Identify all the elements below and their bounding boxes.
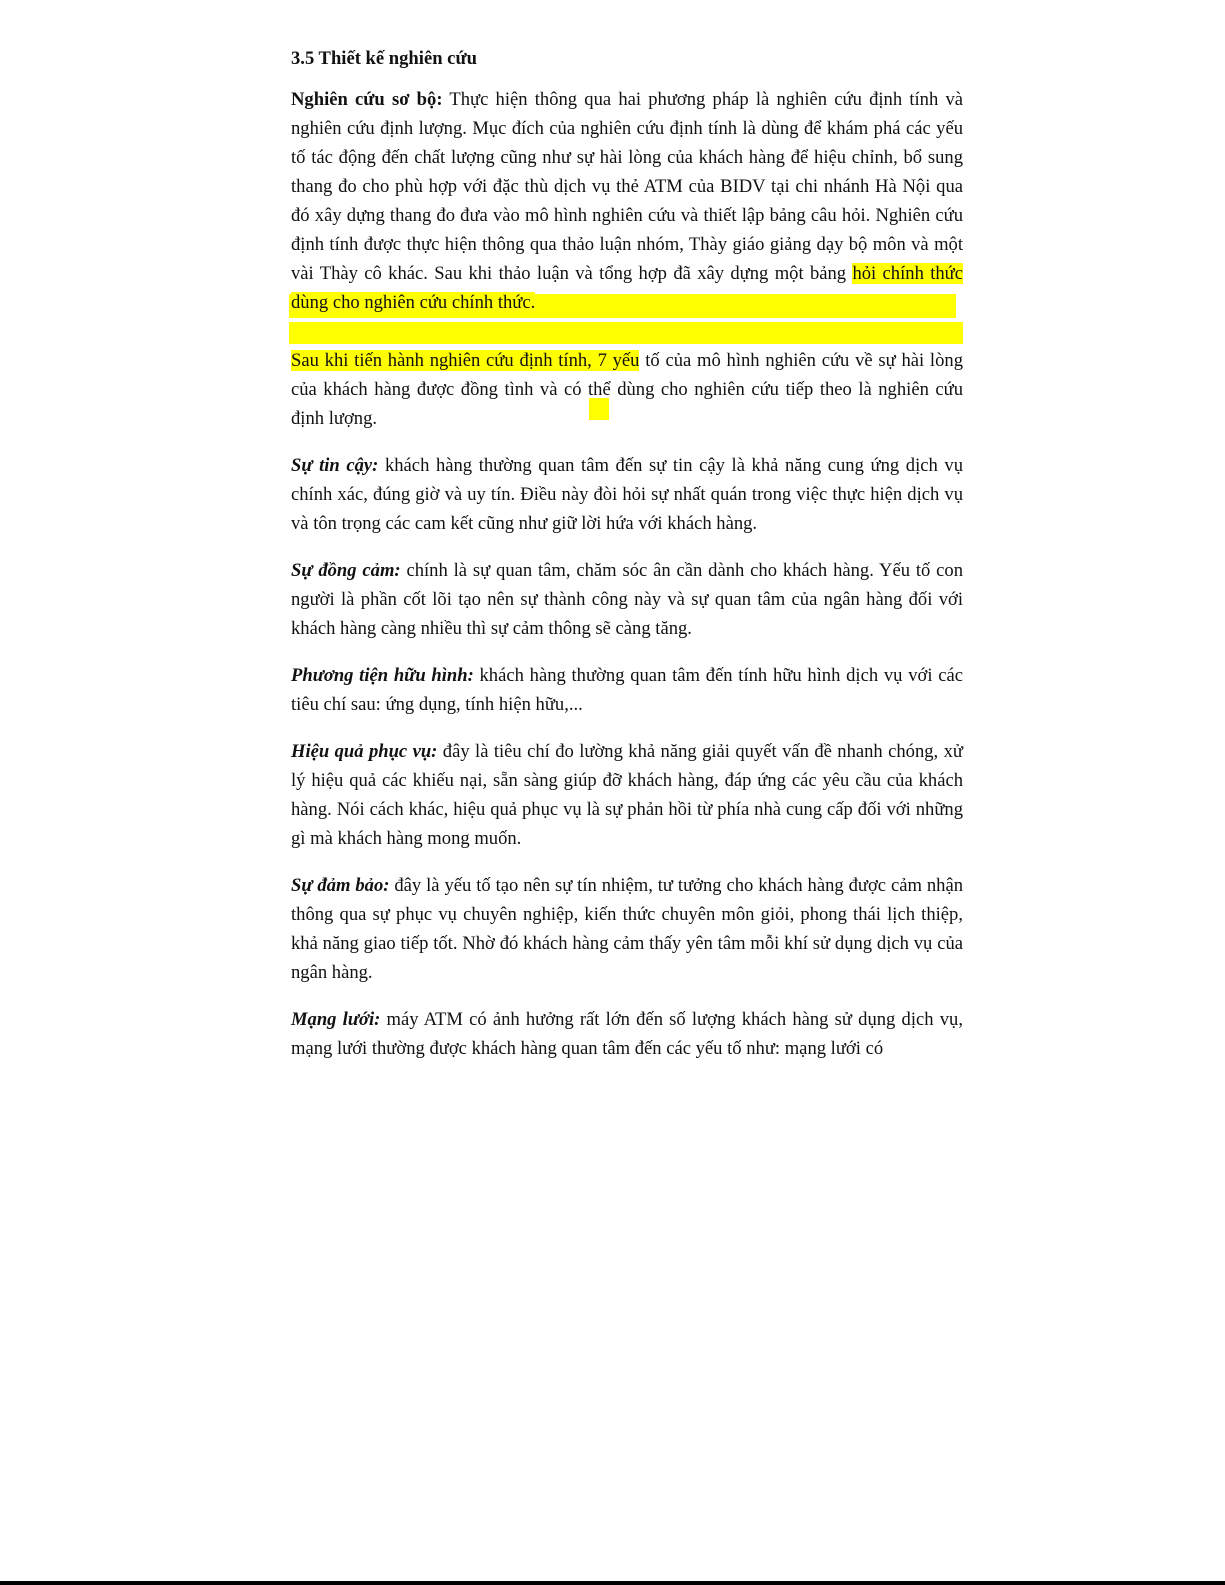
term-reliability: Sự tin cậy: [291,455,379,476]
paragraph-preliminary-research [291,85,963,317]
highlighted-text: hỏi chính thức dùng cho nghiên cứu chính thức. [291,263,963,313]
term-tangibles: Phương tiện hữu hình: [291,665,474,686]
paragraph-text: tố của mô hình nghiên cứu về sự hài lòng của khách hàng được đồng tình và có thể dùng cho nghiên cứu tiếp theo là nghiên cứu định lượng. [291,350,963,429]
paragraph-reliability [291,451,963,538]
term-network: Mạng lưới: [291,1009,381,1030]
paragraph-text: chính là sự quan tâm, chăm sóc ân cần dành cho khách hàng. Yếu tố con người là phần cốt lõi tạo nên sự thành công này và sự quan tâm của ngân hàng đối với khách hàng càng nhiều thì sự cảm thông sẽ càng tăng. [291,560,963,639]
paragraph-qualitative-result [291,346,963,433]
section-title: 3.5 Thiết kế nghiên cứu [291,48,477,69]
paragraph-text: Thực hiện thông qua hai phương pháp là nghiên cứu định tính và nghiên cứu định lượng. Mục đích của nghiên cứu định tính là dùng để khám phá các yếu tố tác động đến chất lượng cũng như sự hài lòng của khách hàng để hiệu chỉnh, bổ sung thang đo cho phù hợp với đặc thù dịch vụ thẻ ATM của BIDV tại chi nhánh Hà Nội qua đó xây dựng thang đo đưa vào mô hình nghiên cứu và thiết lập bảng câu hỏi. Nghiên cứu định tính được thực hiện thông qua thảo luận nhóm, Thày giáo giảng dạy bộ môn và một vài Thày cô khác. Sau khi thảo luận và tổng hợp đã xây dựng một bảng [291,89,963,284]
paragraph-text: khách hàng thường quan tâm đến sự tin cậy là khả năng cung ứng dịch vụ chính xác, đúng giờ và uy tín. Điều này đòi hỏi sự nhất quán trong việc thực hiện dịch vụ và tôn trọng các cam kết cũng như giữ lời hứa với khách hàng. [291,455,963,534]
document-body [291,44,963,1081]
paragraph-text: khách hàng thường quan tâm đến tính hữu hình dịch vụ với các tiêu chí sau: ứng dụng, tính hiện hữu,... [291,665,963,715]
paragraph-network [291,1005,963,1063]
paragraph-tangibles [291,661,963,719]
term-service-efficiency: Hiệu quả phục vụ: [291,741,438,762]
term-empathy: Sự đồng cảm: [291,560,401,581]
paragraph-empathy [291,556,963,643]
term-preliminary-research: Nghiên cứu sơ bộ: [291,89,443,110]
paragraph-service-efficiency [291,737,963,853]
term-assurance: Sự đảm bảo: [291,875,390,896]
paragraph-text: đây là tiêu chí đo lường khả năng giải quyết vấn đề nhanh chóng, xử lý hiệu quả các khiếu nại, sẵn sàng giúp đỡ khách hàng, đáp ứng các yêu cầu của khách hàng. Nói cách khác, hiệu quả phục vụ là sự phản hồi từ phía nhà cung cấp đối với những gì mà khách hàng mong muốn. [291,741,963,849]
paragraph-text: máy ATM có ảnh hưởng rất lớn đến số lượng khách hàng sử dụng dịch vụ, mạng lưới thường được khách hàng quan tâm đến các yếu tố như: mạng lưới có [291,1009,963,1059]
page-bottom-border [0,1581,1225,1585]
highlighted-text: Sau khi tiến hành nghiên cứu định tính, 7 yếu [291,350,640,371]
paragraph-assurance [291,871,963,987]
paragraph-text: đây là yếu tố tạo nên sự tín nhiệm, tư tưởng cho khách hàng được cảm nhận thông qua sự phục vụ chuyên nghiệp, kiến thức chuyên môn giỏi, phong thái lịch thiệp, khả năng giao tiếp tốt. Nhờ đó khách hàng cảm thấy yên tâm mỗi khí sử dụng dịch vụ của ngân hàng. [291,875,963,983]
